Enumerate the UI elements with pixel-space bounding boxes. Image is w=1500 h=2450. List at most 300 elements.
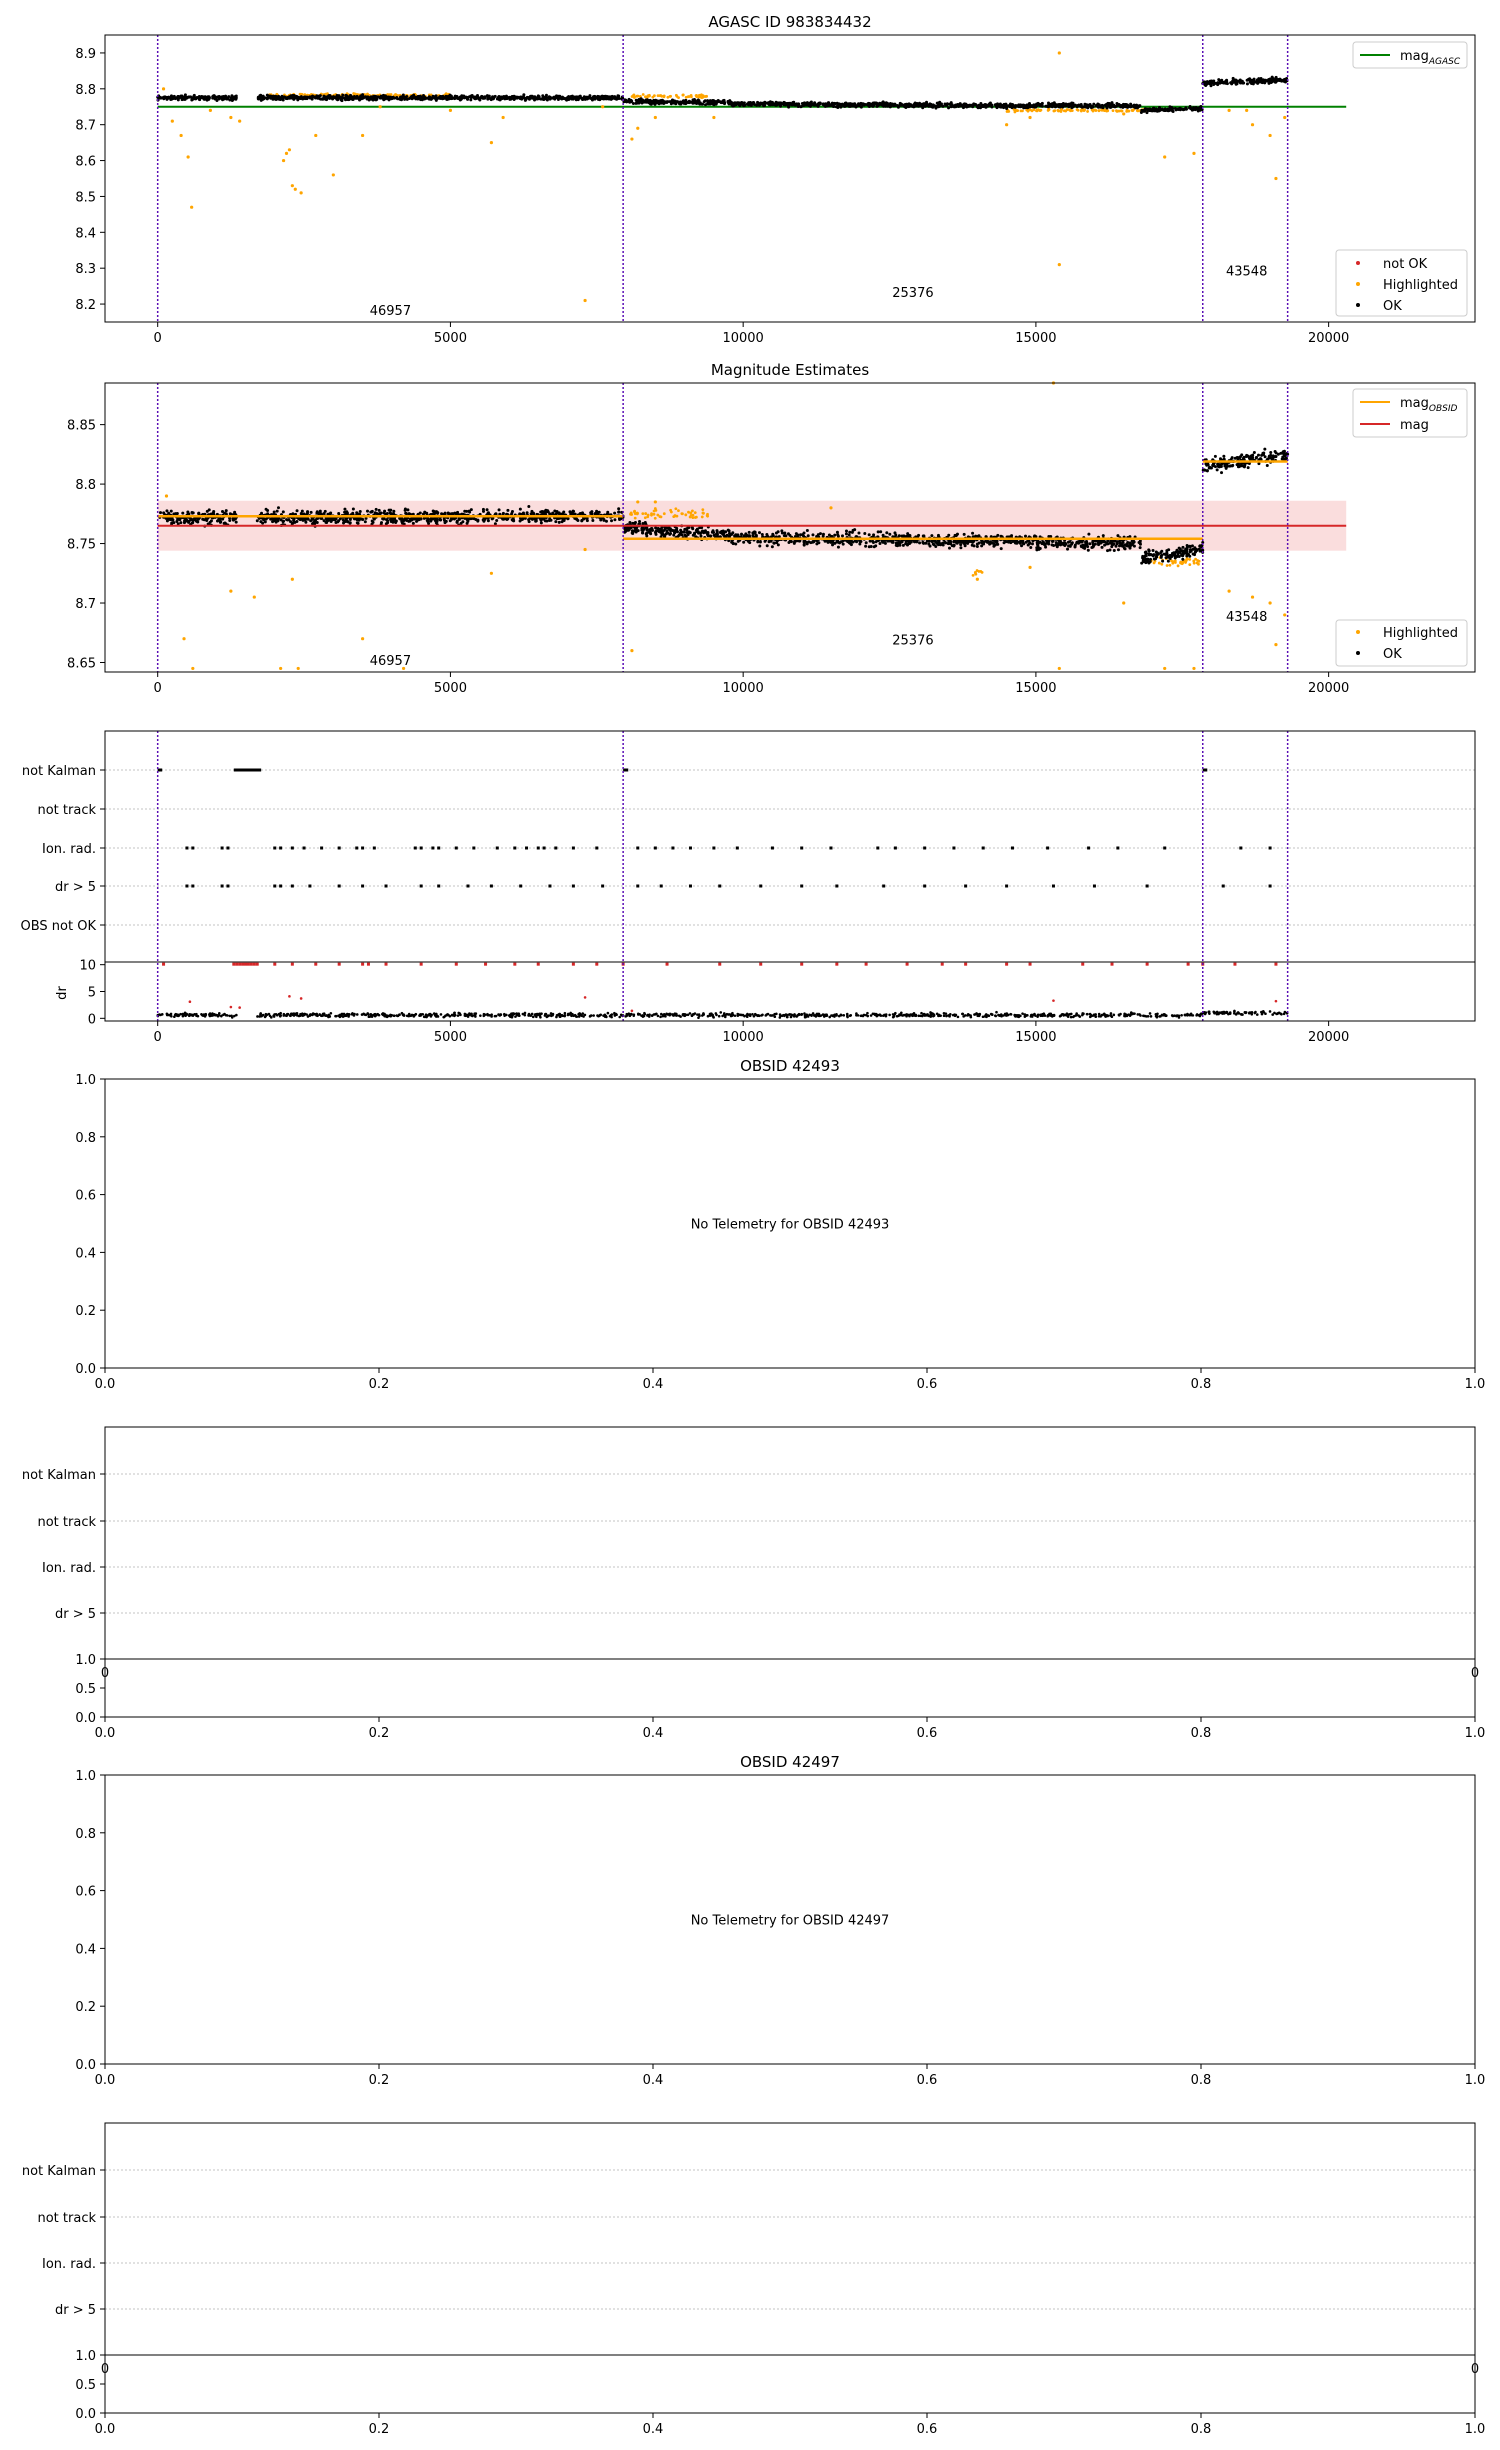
highlighted-point [1274, 177, 1277, 180]
ok-point [590, 510, 593, 513]
ok-point [221, 98, 224, 101]
ok-point [506, 509, 509, 512]
highlighted-point [976, 578, 979, 581]
highlighted-point [669, 95, 672, 98]
ok-point [598, 511, 601, 514]
ok-point [879, 530, 882, 533]
ok-point [282, 510, 285, 513]
ok-point [541, 510, 544, 513]
highlighted-point [702, 512, 705, 515]
ok-point [506, 96, 509, 99]
legend-label: not OK [1383, 257, 1428, 272]
ok-point [613, 518, 616, 521]
ok-point [1088, 542, 1091, 545]
ok-point [828, 533, 831, 536]
highlighted-point [1283, 116, 1286, 119]
highlighted-point [687, 511, 690, 514]
ok-point [726, 534, 729, 537]
highlighted-point [636, 127, 639, 130]
ok-point [973, 544, 976, 547]
highlighted-point [1033, 108, 1036, 111]
highlighted-point [692, 514, 695, 517]
ok-point [617, 507, 620, 510]
ok-point [1051, 540, 1054, 543]
ok-point [317, 512, 320, 515]
ok-point [809, 541, 812, 544]
ok-point [665, 532, 668, 535]
ok-point [1068, 104, 1071, 107]
ok-point [1105, 103, 1108, 106]
highlighted-point [1192, 667, 1195, 670]
ok-point [949, 540, 952, 543]
ok-point [707, 534, 710, 537]
highlighted-point [712, 116, 715, 119]
ok-point [1126, 106, 1129, 109]
y-tick-label: 8.5 [75, 190, 96, 206]
ok-point [996, 106, 999, 109]
ok-point [979, 102, 982, 105]
ok-point [954, 534, 957, 537]
ok-point [1087, 533, 1090, 536]
ok-point [203, 518, 206, 521]
ok-point [372, 521, 375, 524]
ok-point [327, 517, 330, 520]
ok-point [888, 533, 891, 536]
ok-point [179, 96, 182, 99]
legend-bottom [1336, 250, 1467, 316]
ok-point [647, 101, 650, 104]
ok-point [676, 100, 679, 103]
ok-point [436, 518, 439, 521]
ok-point [385, 518, 388, 521]
ok-point [1125, 544, 1128, 547]
highlighted-point [972, 574, 975, 577]
ok-point [1038, 104, 1041, 107]
ok-point [624, 100, 627, 103]
ok-point [801, 533, 804, 536]
ok-point [1230, 82, 1233, 85]
ok-point [755, 104, 758, 107]
ok-point [917, 534, 920, 537]
ok-point [829, 103, 832, 106]
highlighted-point [1112, 109, 1115, 112]
ok-point [1213, 82, 1216, 85]
ok-point [386, 521, 389, 524]
highlighted-point [1036, 110, 1039, 113]
panel-magnitude-estimates [67, 361, 1475, 696]
highlighted-point [687, 95, 690, 98]
ok-point [894, 104, 897, 107]
ok-point [372, 96, 375, 99]
ok-point [641, 532, 644, 535]
ok-point [1241, 80, 1244, 83]
ok-point [723, 102, 726, 105]
ok-point [671, 529, 674, 532]
highlighted-point [636, 95, 639, 98]
ok-point [511, 510, 514, 513]
ok-point [436, 512, 439, 515]
highlighted-point [1005, 123, 1008, 126]
ok-point [209, 521, 212, 524]
ok-point [1133, 105, 1136, 108]
ok-point [1031, 542, 1034, 545]
ok-point [1139, 546, 1142, 549]
legend-dot-swatch [1356, 303, 1360, 307]
highlighted-point [291, 578, 294, 581]
ok-point [812, 540, 815, 543]
ok-point [313, 522, 316, 525]
highlighted-point [1016, 109, 1019, 112]
ok-point [269, 518, 272, 521]
ok-point [527, 505, 530, 508]
ok-point [212, 511, 215, 514]
ok-point [783, 101, 786, 104]
highlighted-point [680, 512, 683, 515]
highlighted-point [379, 105, 382, 108]
highlighted-point [229, 116, 232, 119]
ok-point [426, 519, 429, 522]
ok-point [777, 543, 780, 546]
ok-point [1067, 544, 1070, 547]
ok-point [221, 510, 224, 513]
highlighted-point [1194, 558, 1197, 561]
highlighted-point [1174, 561, 1177, 564]
highlighted-point [1066, 108, 1069, 111]
highlighted-point [583, 548, 586, 551]
ok-point [554, 96, 557, 99]
ok-point [495, 519, 498, 522]
ok-point [1164, 108, 1167, 111]
highlighted-point [644, 512, 647, 515]
highlighted-point [684, 513, 687, 516]
ok-point [673, 102, 676, 105]
ok-point [163, 96, 166, 99]
highlighted-point [162, 87, 165, 90]
ok-point [665, 101, 668, 104]
ok-point [355, 96, 358, 99]
ok-point [669, 527, 672, 530]
ok-point [544, 97, 547, 100]
ok-point [461, 520, 464, 523]
ok-point [186, 96, 189, 99]
ok-point [788, 102, 791, 105]
highlighted-point [695, 94, 698, 97]
ok-point [868, 533, 871, 536]
ok-point [791, 101, 794, 104]
ok-point [310, 511, 313, 514]
highlighted-point [180, 134, 183, 137]
ok-point [465, 510, 468, 513]
ok-point [1011, 540, 1014, 543]
ok-point [691, 100, 694, 103]
highlighted-point [666, 96, 669, 99]
ok-point [822, 533, 825, 536]
ok-point [964, 540, 967, 543]
ok-point [740, 533, 743, 536]
x-tick-label: 20000 [1307, 331, 1350, 346]
highlighted-point [1122, 112, 1125, 115]
ok-point [833, 534, 836, 537]
ok-point [502, 518, 505, 521]
highlighted-point [674, 507, 677, 510]
y-tick-label: 8.3 [75, 262, 96, 278]
ok-point [1205, 82, 1208, 85]
ok-point [902, 544, 905, 547]
ok-point [739, 101, 742, 104]
highlighted-point [502, 116, 505, 119]
ok-point [886, 105, 889, 108]
ok-point [629, 99, 632, 102]
ok-point [1047, 543, 1050, 546]
ok-point [359, 510, 362, 513]
ok-point [301, 510, 304, 513]
ok-point [945, 104, 948, 107]
ok-point [378, 509, 381, 512]
ok-point [848, 531, 851, 534]
ok-point [956, 542, 959, 545]
ok-point [752, 101, 755, 104]
ok-point [422, 94, 425, 97]
ok-point [486, 508, 489, 511]
ok-point [469, 98, 472, 101]
highlighted-point [1028, 116, 1031, 119]
ok-point [474, 96, 477, 99]
ok-point [868, 545, 871, 548]
ok-point [650, 527, 653, 530]
ok-point [1137, 105, 1140, 108]
ok-point [683, 531, 686, 534]
ok-point [871, 105, 874, 108]
ok-point [1108, 103, 1111, 106]
ok-point [897, 541, 900, 544]
highlighted-point [1083, 109, 1086, 112]
ok-point [846, 540, 849, 543]
highlighted-point [1192, 152, 1195, 155]
ok-point [424, 511, 427, 514]
ok-point [645, 532, 648, 535]
ok-point [192, 511, 195, 514]
ok-point [719, 531, 722, 534]
y-tick-label: 8.8 [75, 82, 96, 98]
ok-point [1144, 551, 1147, 554]
ok-point [953, 105, 956, 108]
highlighted-point [1228, 109, 1231, 112]
highlighted-point [300, 191, 303, 194]
ok-point [738, 104, 741, 107]
ok-point [562, 511, 565, 514]
ok-point [836, 106, 839, 109]
highlighted-point [659, 94, 662, 97]
ok-point [806, 529, 809, 532]
highlighted-point [1251, 123, 1254, 126]
ok-point [783, 534, 786, 537]
ok-point [546, 509, 549, 512]
ok-point [329, 96, 332, 99]
ok-point [683, 100, 686, 103]
highlighted-point [1057, 110, 1060, 113]
ok-point [293, 521, 296, 524]
ok-point [402, 95, 405, 98]
ok-point [882, 534, 885, 537]
highlighted-point [449, 109, 452, 112]
ok-point [1094, 543, 1097, 546]
ok-point [443, 519, 446, 522]
highlighted-point [1268, 134, 1271, 137]
ok-point [482, 510, 485, 513]
ok-point [329, 512, 332, 515]
ok-point [370, 510, 373, 513]
ok-point [1172, 110, 1175, 113]
ok-point [391, 96, 394, 99]
ok-point [977, 534, 980, 537]
ok-point [175, 520, 178, 523]
ok-point [1020, 544, 1023, 547]
ok-point [1049, 535, 1052, 538]
ok-point [439, 519, 442, 522]
ok-point [876, 104, 879, 107]
ok-point [388, 509, 391, 512]
ok-point [1169, 108, 1172, 111]
ok-point [662, 102, 665, 105]
ok-point [304, 521, 307, 524]
ok-point [281, 96, 284, 99]
highlighted-point [1197, 563, 1200, 566]
ok-point [600, 95, 603, 98]
highlighted-point [672, 515, 675, 518]
ok-point [518, 512, 521, 515]
obsid-label: 43548 [1225, 264, 1268, 280]
ok-point [366, 510, 369, 513]
ok-point [521, 512, 524, 515]
highlighted-point [654, 517, 657, 520]
highlighted-point [654, 116, 657, 119]
ok-point [272, 95, 275, 98]
ok-point [531, 518, 534, 521]
ok-point [936, 104, 939, 107]
ok-point [406, 98, 409, 101]
ok-point [968, 104, 971, 107]
ok-point [585, 96, 588, 99]
ok-point [1061, 105, 1064, 108]
highlighted-point [288, 148, 291, 151]
ok-point [658, 528, 661, 531]
ok-point [332, 96, 335, 99]
ok-point [813, 104, 816, 107]
ok-point [660, 100, 663, 103]
ok-point [502, 512, 505, 515]
ok-point [519, 97, 522, 100]
ok-point [826, 540, 829, 543]
ok-point [831, 543, 834, 546]
ok-point [276, 510, 279, 513]
ok-point [733, 534, 736, 537]
ok-point [403, 98, 406, 101]
highlighted-point [690, 94, 693, 97]
ok-point [519, 508, 522, 511]
ok-point [554, 520, 557, 523]
ok-point [885, 531, 888, 534]
ok-point [593, 95, 596, 98]
ok-point [470, 96, 473, 99]
ok-point [1101, 104, 1104, 107]
ok-point [301, 96, 304, 99]
ok-point [447, 512, 450, 515]
ok-point [937, 534, 940, 537]
ok-point [898, 544, 901, 547]
ok-point [383, 510, 386, 513]
ok-point [174, 512, 177, 515]
highlighted-point [1268, 601, 1271, 604]
legend-top [1353, 42, 1467, 68]
highlighted-point [171, 120, 174, 123]
ok-point [211, 95, 214, 98]
ok-point [984, 103, 987, 106]
highlighted-point [361, 637, 364, 640]
ok-point [277, 506, 280, 509]
ok-point [321, 98, 324, 101]
highlighted-point [691, 510, 694, 513]
ok-point [433, 95, 436, 98]
ok-point [1107, 542, 1110, 545]
ok-point [358, 519, 361, 522]
ok-point [871, 540, 874, 543]
ok-point [1253, 78, 1256, 81]
ok-point [642, 529, 645, 532]
ok-point [1098, 103, 1101, 106]
ok-point [731, 101, 734, 104]
highlighted-point [699, 95, 702, 98]
ok-point [922, 541, 925, 544]
ok-point [795, 104, 798, 107]
ok-point [462, 94, 465, 97]
ok-point [482, 519, 485, 522]
highlighted-point [601, 105, 604, 108]
ok-point [323, 96, 326, 99]
highlighted-point [706, 515, 709, 518]
ok-point [345, 510, 348, 513]
ok-point [1026, 103, 1029, 106]
ok-point [194, 519, 197, 522]
ok-point [256, 519, 259, 522]
highlighted-point [490, 572, 493, 575]
highlighted-point [1106, 109, 1109, 112]
ok-point [326, 96, 329, 99]
ok-point [337, 512, 340, 515]
highlighted-point [238, 120, 241, 123]
ok-point [538, 97, 541, 100]
highlighted-point [361, 134, 364, 137]
ok-point [1234, 80, 1237, 83]
ok-point [172, 521, 175, 524]
ok-point [879, 542, 882, 545]
ok-point [1003, 541, 1006, 544]
ok-point [932, 103, 935, 106]
ok-point [964, 544, 967, 547]
ok-point [753, 530, 756, 533]
ok-point [736, 533, 739, 536]
ok-point [1246, 82, 1249, 85]
ok-point [649, 531, 652, 534]
ok-point [837, 535, 840, 538]
ok-point [1074, 544, 1077, 547]
ok-point [638, 98, 641, 101]
ok-point [821, 103, 824, 106]
ok-point [841, 534, 844, 537]
x-tick-label: 0 [153, 331, 162, 346]
ok-point [527, 518, 530, 521]
ok-point [706, 531, 709, 534]
ok-point [615, 96, 618, 99]
